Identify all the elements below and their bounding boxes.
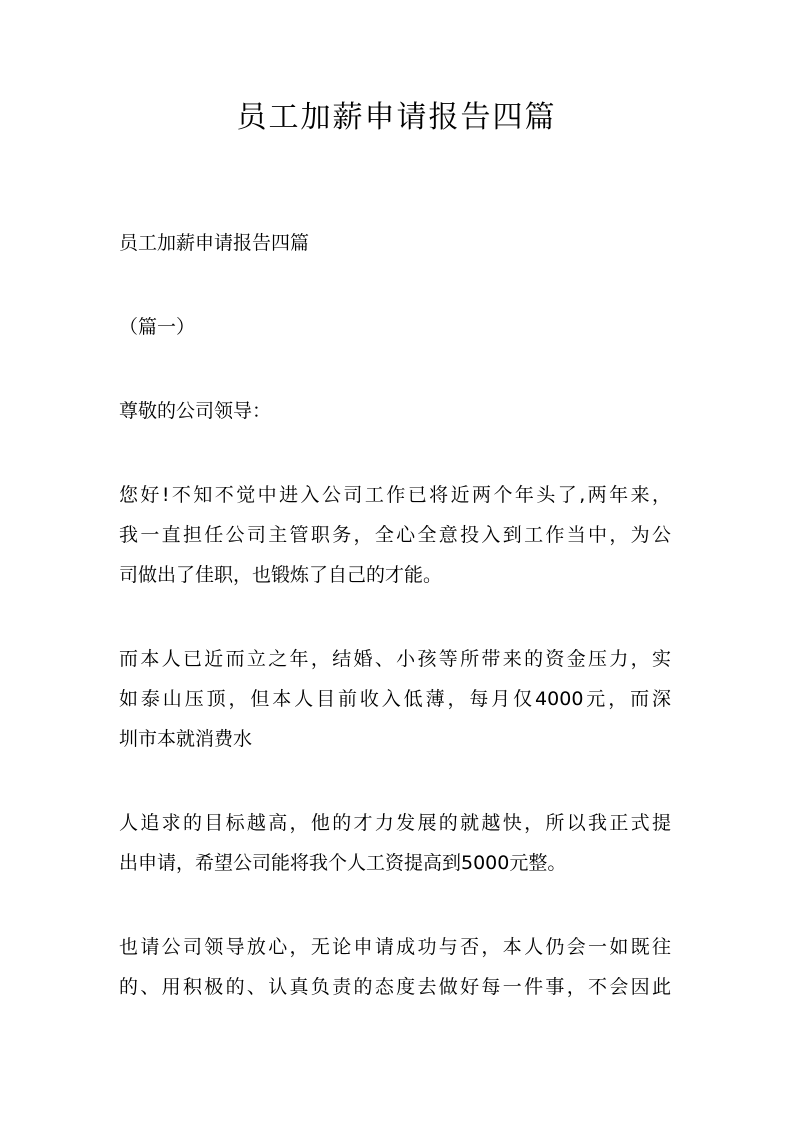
paragraph-2-line-3: 圳市本就消费水	[119, 728, 253, 750]
salutation: 尊敬的公司领导：	[119, 400, 272, 422]
paragraph-4-line-2: 的、用积极的、认真负责的态度去做好每一件事，不会因此	[119, 976, 671, 998]
document-subtitle: 员工加薪申请报告四篇	[119, 232, 310, 254]
paragraph-1-line-1: 您好!不知不觉中进入公司工作已将近两个年头了,两年来，	[119, 484, 671, 506]
paragraph-1-line-3: 司做出了佳职，也锻炼了自己的才能。	[119, 564, 443, 586]
paragraph-1-line-2: 我一直担任公司主管职务，全心全意投入到工作当中，为公	[119, 524, 671, 546]
paragraph-4-line-1: 也请公司领导放心，无论申请成功与否，本人仍会一如既往	[119, 936, 671, 958]
paragraph-3-line-2: 出申请，希望公司能将我个人工资提高到5000元整。	[119, 852, 567, 874]
section-heading: （篇一）	[119, 316, 196, 338]
paragraph-2-line-2: 如泰山压顶，但本人目前收入低薄，每月仅4000元，而深	[119, 688, 671, 710]
paragraph-3-line-1: 人追求的目标越高，他的才力发展的就越快，所以我正式提	[119, 812, 671, 834]
document-title: 员工加薪申请报告四篇	[236, 100, 557, 135]
paragraph-2-line-1: 而本人已近而立之年，结婚、小孩等所带来的资金压力，实	[119, 648, 671, 670]
